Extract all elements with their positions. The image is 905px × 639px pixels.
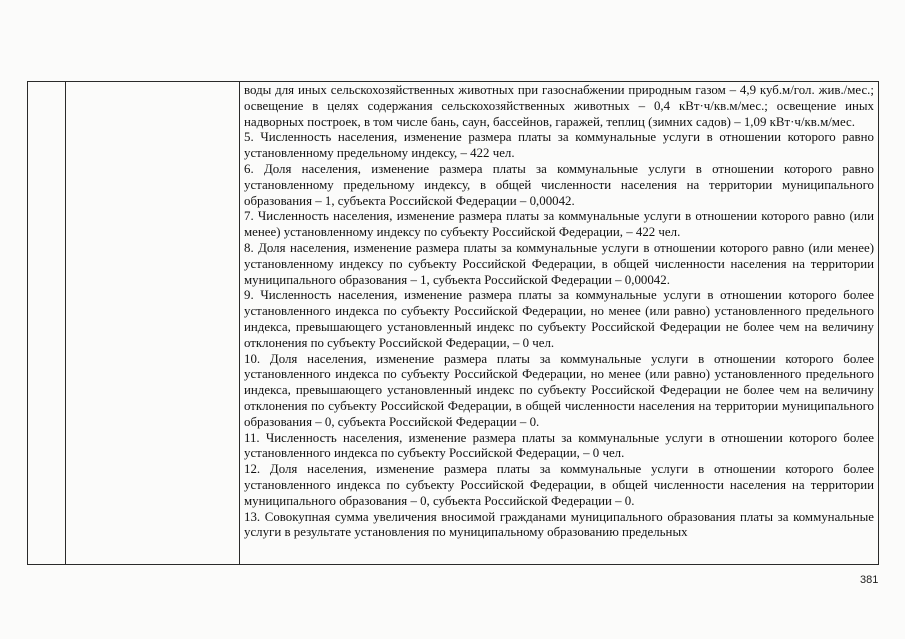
table-cell-text bbox=[244, 83, 874, 541]
paragraph-6: 6. Доля населения, изменение размера платы за коммунальные услуги в отношении которого равно установленному предельному индексу, в общей численности населения на территории муниципального образования – 1, субъекта Российской Федерации – 0,00042. bbox=[244, 161, 874, 208]
paragraph-11: 11. Численность населения, изменение размера платы за коммунальные услуги в отношении которого более установленного индекса по субъекту Российской Федерации, – 0 чел. bbox=[244, 430, 874, 461]
paragraph-continuation: воды для иных сельскохозяйственных животных при газоснабжении природным газом – 4,9 куб.м/гол. жив./мес.; освещение в целях содержания сельскохозяйственных животных – 0,4 кВт·ч/кв.м/мес.; освещение иных надворных построек, в том числе бань, саун, бассейнов, гаражей, теплиц (зимних садов) – 1,09 кВт·ч/кв.м/мес. bbox=[244, 83, 874, 129]
paragraph-12: 12. Доля населения, изменение размера платы за коммунальные услуги в отношении которого более установленного индекса по субъекту Российской Федерации, в общей численности населения на территории муниципального образования – 0, субъекта Российской Федерации – 0. bbox=[244, 462, 874, 508]
table-border-top bbox=[27, 81, 879, 82]
table-border-right bbox=[878, 81, 879, 565]
paragraph-8: 8. Доля населения, изменение размера платы за коммунальные услуги в отношении которого равно (или менее) установленному индексу по субъекту Российской Федерации, в общей численности населения на территории муниципального образования – 1, субъекта Российской Федерации – 0,00042. bbox=[244, 240, 874, 287]
page-number: 381 bbox=[860, 574, 879, 586]
table-border-bottom bbox=[27, 564, 879, 565]
paragraph-5: 5. Численность населения, изменение размера платы за коммунальные услуги в отношении которого равно установленному предельному индексу, – 422 чел. bbox=[244, 130, 874, 161]
table-column-divider-1 bbox=[65, 81, 66, 565]
table-column-divider-2 bbox=[239, 81, 240, 565]
table-border-left bbox=[27, 81, 28, 565]
paragraph-7: 7. Численность населения, изменение размера платы за коммунальные услуги в отношении которого равно (или менее) установленному индексу по субъекту Российской Федерации, – 422 чел. bbox=[244, 209, 874, 240]
paragraph-9: 9. Численность населения, изменение размера платы за коммунальные услуги в отношении которого более установленного индекса по субъекту Российской Федерации, но менее (или равно) установленного предельного индекса, превышающего установленный индекс по субъекту Российской Федерации не более чем на величину отклонения по субъекту Российской Федерации, – 0 чел. bbox=[244, 288, 874, 350]
paragraph-10: 10. Доля населения, изменение размера платы за коммунальные услуги в отношении которого более установленного индекса по субъекту Российской Федерации, но менее (или равно) установленного предельного индекса, превышающего установленный индекс по субъекту Российской Федерации не более чем на величину отклонения по субъекту Российской Федерации, в общей численности населения на территории муниципального образования – 0, субъекта Российской Федерации – 0. bbox=[244, 351, 874, 429]
paragraph-13: 13. Совокупная сумма увеличения вносимой гражданами муниципального образования платы за коммунальные услуги в результате установления по муниципальному образованию предельных bbox=[244, 509, 874, 540]
